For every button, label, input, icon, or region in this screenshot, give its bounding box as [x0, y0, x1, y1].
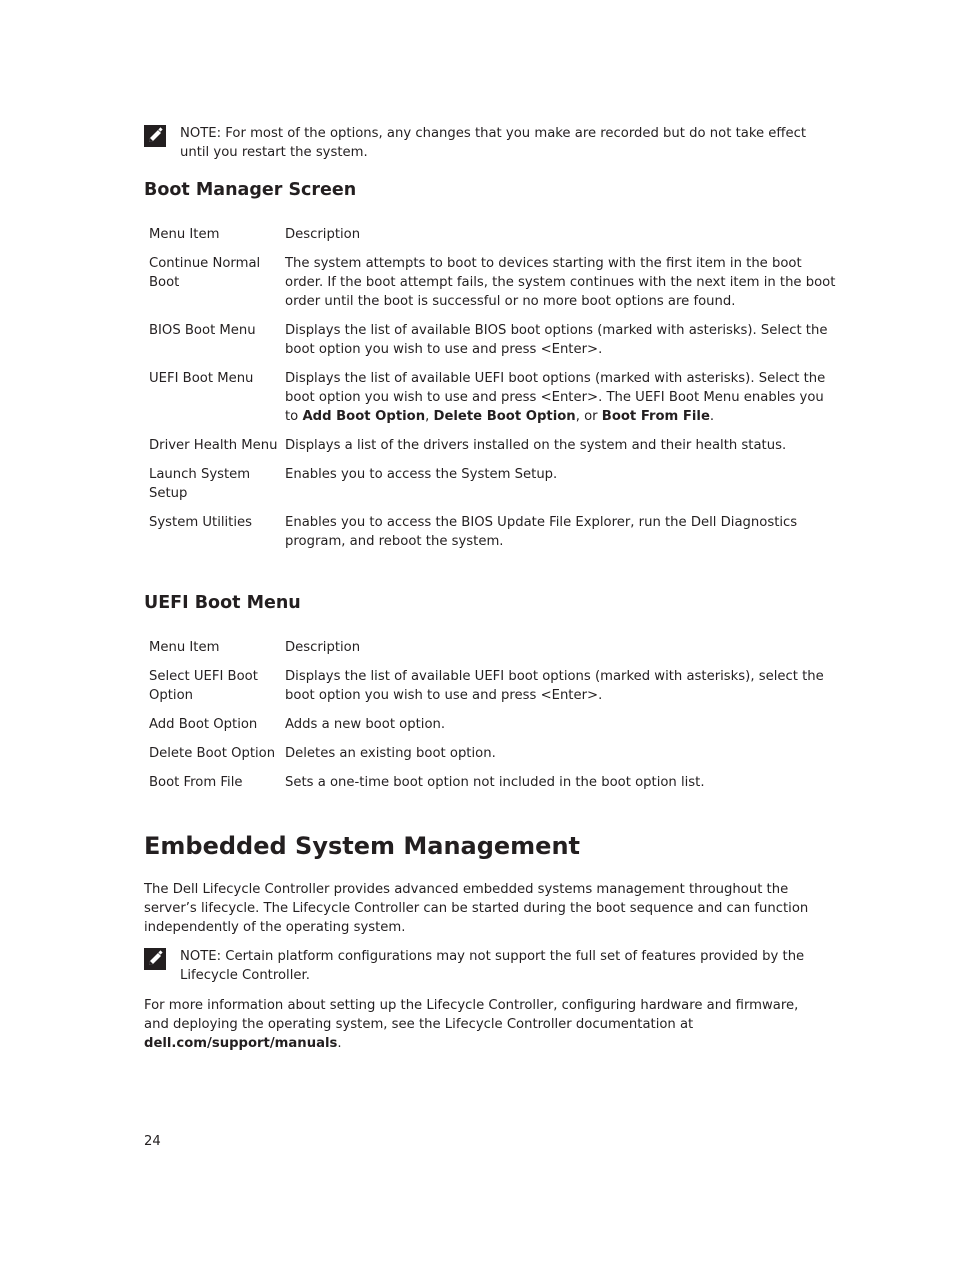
- description: Enables you to access the BIOS Update File Explorer, run the Dell Diagnostics program, and reboot the system.: [285, 515, 798, 549]
- table-row: [144, 773, 839, 802]
- description: Displays the list of available UEFI boot options (marked with asterisks), select the boot option you wish to use and press <Enter>.: [285, 669, 824, 703]
- menu-item: Select UEFI Boot Option: [149, 669, 258, 703]
- note-label: NOTE:: [180, 949, 222, 964]
- description: The system attempts to boot to devices starting with the first item in the boot order. If the boot attempt fails, the system continues with the next item in the boot order until the boot is successful or no more boot options are found.: [285, 256, 836, 309]
- section-title-uefi-boot-menu: UEFI Boot Menu: [144, 593, 301, 613]
- separator: , or: [575, 409, 602, 424]
- period: .: [709, 409, 715, 424]
- support-link[interactable]: dell.com/support/manuals: [144, 1036, 338, 1051]
- bold-delete-boot-option: Delete Boot Option: [433, 409, 576, 424]
- boot-manager-table: [144, 225, 839, 561]
- table-header-row: [144, 638, 839, 667]
- header-description: Description: [285, 640, 361, 655]
- table-row: [144, 513, 839, 561]
- table-row: [144, 436, 839, 465]
- menu-item: Launch System Setup: [149, 467, 251, 501]
- description: Enables you to access the System Setup.: [285, 467, 558, 482]
- table-row: [144, 254, 839, 321]
- menu-item: Driver Health Menu: [149, 438, 278, 453]
- uefi-boot-menu-table: [144, 638, 839, 802]
- description-text: Displays the list of available UEFI boot options (marked with asterisks). Select the boot option you wish to use and press <Enter>. The UEFI Boot Menu enables you to: [285, 371, 826, 424]
- note-restart: [144, 124, 839, 162]
- table-row: [144, 744, 839, 773]
- header-menu-item: Menu Item: [149, 227, 220, 242]
- header-menu-item: Menu Item: [149, 640, 220, 655]
- period: .: [337, 1036, 342, 1051]
- note-pencil-icon: [144, 948, 166, 970]
- menu-item: Delete Boot Option: [149, 746, 276, 761]
- description: Adds a new boot option.: [285, 717, 446, 732]
- section-title-boot-manager: Boot Manager Screen: [144, 180, 357, 200]
- table-row: [144, 465, 839, 513]
- description: Displays a list of the drivers installed on the system and their health status.: [285, 438, 787, 453]
- paragraph-text: For more information about setting up the Lifecycle Controller, configuring hardware and firmware, and deploying the operating system, see the Lifecycle Controller documentation at: [144, 998, 799, 1032]
- table-row: [144, 715, 839, 744]
- menu-item: System Utilities: [149, 515, 253, 530]
- page-number: 24: [144, 1134, 161, 1149]
- note-text: For most of the options, any changes that you make are recorded but do not take effect until you restart the system.: [180, 126, 807, 160]
- note-label: NOTE:: [180, 126, 222, 141]
- note-pencil-icon: [144, 125, 166, 147]
- menu-item: Boot From File: [149, 775, 243, 790]
- paragraph-lifecycle-intro: The Dell Lifecycle Controller provides advanced embedded systems management throughout the server’s lifecycle. The Lifecycle Controller can be started during the boot sequence and can function independently of the operating system.: [144, 882, 809, 935]
- description: [280, 369, 839, 436]
- header-description: Description: [285, 227, 361, 242]
- menu-item: Continue Normal Boot: [149, 256, 261, 290]
- table-row: [144, 667, 839, 715]
- table-header-row: [144, 225, 839, 254]
- description: Sets a one-time boot option not included in the boot option list.: [285, 775, 705, 790]
- table-row: [144, 321, 839, 369]
- menu-item: UEFI Boot Menu: [149, 371, 254, 386]
- description: Displays the list of available BIOS boot options (marked with asterisks). Select the boot option you wish to use and press <Enter>.: [285, 323, 828, 357]
- menu-item: Add Boot Option: [149, 717, 258, 732]
- note-platform: [144, 947, 839, 985]
- bold-add-boot-option: Add Boot Option: [302, 409, 426, 424]
- bold-boot-from-file: Boot From File: [601, 409, 710, 424]
- chapter-title: Embedded System Management: [144, 832, 581, 860]
- table-row: [144, 369, 839, 436]
- separator: ,: [425, 409, 434, 424]
- menu-item: BIOS Boot Menu: [149, 323, 256, 338]
- description: Deletes an existing boot option.: [285, 746, 496, 761]
- paragraph-more-info: [144, 996, 814, 1053]
- note-text: Certain platform configurations may not support the full set of features provided by the Lifecycle Controller.: [180, 949, 805, 983]
